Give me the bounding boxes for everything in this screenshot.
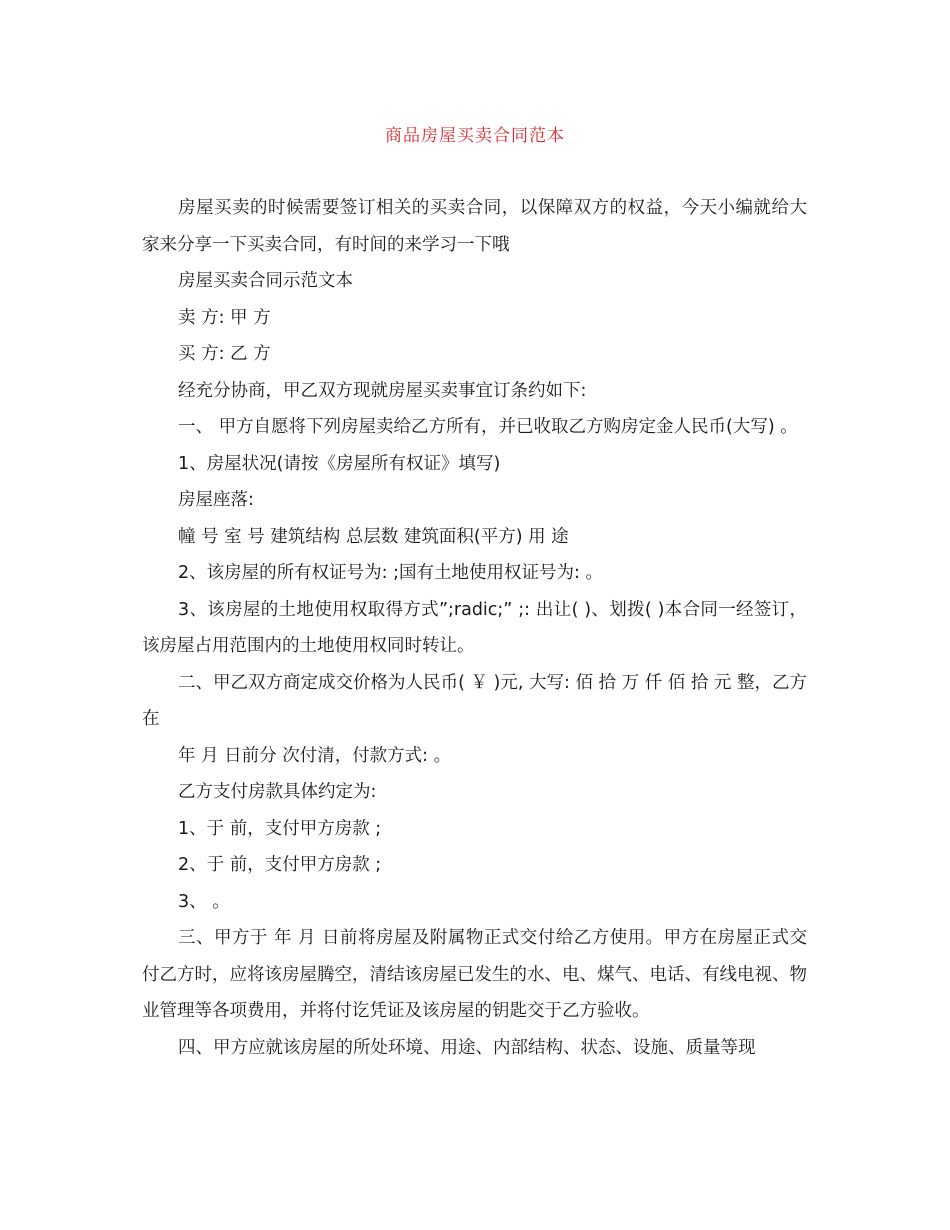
- paragraph-house-status: 1、房屋状况(请按《房屋所有权证》填写): [178, 453, 501, 474]
- paragraph-clause-2: 二、甲乙双方商定成交价格为人民币( ￥ )元, 大写: 佰 拾 万 仟 佰 拾 元 整，乙方在: [142, 672, 807, 729]
- paragraph-payment-terms: 乙方支付房款具体约定为:: [178, 782, 377, 802]
- paragraph-payment-2: 2、于 前，支付甲方房款 ;: [178, 855, 382, 875]
- paragraph-agreement: 经充分协商，甲乙双方现就房屋买卖事宜订条约如下:: [178, 380, 587, 401]
- paragraph-payment-1: 1、于 前，支付甲方房款 ;: [178, 818, 382, 839]
- paragraph-house-fields: 幢 号 室 号 建筑结构 总层数 建筑面积(平方) 用 途: [178, 526, 569, 547]
- paragraph-land-use: 3、该房屋的土地使用权取得方式”;radic;” ;: 出让( )、划拨( )本合同一经签订，该房屋占用范围内的土地使用权同时转让。: [142, 599, 807, 656]
- paragraph-clause-1: 一、 甲方自愿将下列房屋卖给乙方所有，并已收取乙方购房定金人民币(大写) 。: [178, 417, 798, 437]
- document-title: 商品房屋买卖合同范本: [385, 126, 565, 146]
- paragraph-payment-date: 年 月 日前分 次付清，付款方式: 。: [178, 745, 452, 766]
- paragraph-seller: 卖 方: 甲 方: [178, 307, 271, 328]
- paragraph-intro: 房屋买卖的时候需要签订相关的买卖合同，以保障双方的权益，今天小编就给大家来分享一下买卖合同，有时间的来学习一下哦: [142, 198, 807, 255]
- paragraph-payment-3: 3、 。: [178, 891, 230, 912]
- paragraph-buyer: 买 方: 乙 方: [178, 344, 271, 364]
- paragraph-certificate: 2、该房屋的所有权证号为: ;国有土地使用权证号为: 。: [178, 563, 603, 583]
- paragraph-clause-4: 四、甲方应就该房屋的所处环境、用途、内部结构、状态、设施、质量等现: [178, 1037, 756, 1058]
- document-body: [142, 190, 807, 1066]
- paragraph-clause-3: 三、甲方于 年 月 日前将房屋及附属物正式交付给乙方使用。甲方在房屋正式交付乙方时，应将该房屋腾空，清结该房屋已发生的水、电、煤气、电话、有线电视、物业管理等各项费用，并将付讫凭证及该房屋的钥匙交于乙方验收。: [142, 928, 807, 1021]
- paragraph-house-location: 房屋座落:: [178, 490, 254, 510]
- paragraph-sample-heading: 房屋买卖合同示范文本: [178, 271, 353, 291]
